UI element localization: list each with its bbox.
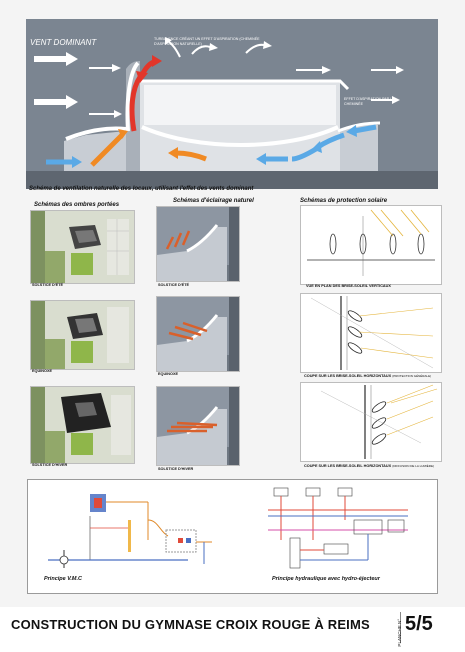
- solar-label-general-main: COUPE SUR LES BRISE-SOLEIL HORIZONTAUX: [304, 374, 392, 378]
- solar-label-diffusion: [304, 464, 434, 468]
- shadow-plan-equinox: [30, 300, 135, 370]
- lighting-label-equinox: EQUINOXE: [158, 372, 179, 376]
- shadow-label-summer: SOLSTICE D'ÉTÉ: [32, 283, 64, 287]
- shadow-plan-summer: [30, 210, 135, 284]
- solar-section-diffusion: [300, 382, 442, 462]
- shadows-header: Schémas des ombres portées: [34, 202, 120, 208]
- lighting-header: Schémas d'éclairage naturel: [173, 198, 254, 204]
- ventilation-caption: Schéma de ventilation naturelle des locaux, utilisant l'effet des vents dominant: [29, 186, 254, 192]
- solar-header: Schémas de protection solaire: [300, 198, 388, 204]
- wind-arrow: [89, 64, 121, 72]
- wind-arrow: [34, 52, 78, 66]
- solar-label-diffusion-main: COUPE SUR LES BRISE-SOLEIL HORIZONTAUX: [304, 464, 392, 468]
- solar-section-general: [300, 293, 442, 373]
- technical-schemes-box: [27, 479, 438, 594]
- ventilation-section-diagram: [26, 19, 438, 189]
- shadow-label-equinox: EQUINOXE: [32, 369, 53, 373]
- wind-arrow: [34, 95, 78, 109]
- solar-label-diffusion-sub: (DIFFUSION DE LA LUMIÈRE): [392, 464, 434, 468]
- lighting-section-equinox: [156, 296, 240, 372]
- hydraulic-scheme: [268, 488, 408, 568]
- lighting-section-summer: [156, 206, 240, 282]
- wind-arrow: [89, 110, 122, 118]
- wind-arrow: [296, 66, 331, 74]
- hot-air-arrowhead: [152, 55, 162, 67]
- lighting-label-summer: SOLSTICE D'ÉTÉ: [158, 283, 190, 287]
- solar-label-general: [304, 374, 431, 378]
- project-title: CONSTRUCTION DU GYMNASE CROIX ROUGE À REIMS: [11, 617, 370, 632]
- lighting-label-winter: SOLSTICE D'HIVER: [158, 467, 194, 471]
- wind-arrow: [371, 66, 404, 74]
- solar-plan-vertical: [300, 205, 442, 285]
- lighting-section-winter: [156, 386, 240, 466]
- vmc-scheme: [48, 494, 212, 568]
- solar-label-plan: VUE EN PLAN DES BRISE-SOLEIL VERTICAUX: [306, 284, 391, 288]
- vmc-caption: Principe V.M.C: [44, 576, 83, 582]
- planche-label: PLANCHE N°: [397, 619, 402, 647]
- chimney-suction-note: EFFET D'ASPIRATION PAR LA CHEMINÉE: [344, 97, 395, 106]
- shadow-label-winter: SOLSTICE D'HIVER: [32, 463, 68, 467]
- solar-label-general-sub: (PROTECTION GÉNÉRALE): [392, 374, 432, 378]
- shadow-plan-winter: [30, 386, 135, 464]
- hydraulic-caption: Principe hydraulique avec hydro-éjecteur: [272, 576, 380, 582]
- turbulence-note: TURBULENCE CRÉANT UN EFFET D'ASPIRATION (CHEMINÉE D'ASPIRATION NATURELLE): [154, 37, 260, 46]
- wind-label: VENT DOMINANT: [30, 38, 97, 47]
- sheet-number: 5/5: [405, 613, 433, 635]
